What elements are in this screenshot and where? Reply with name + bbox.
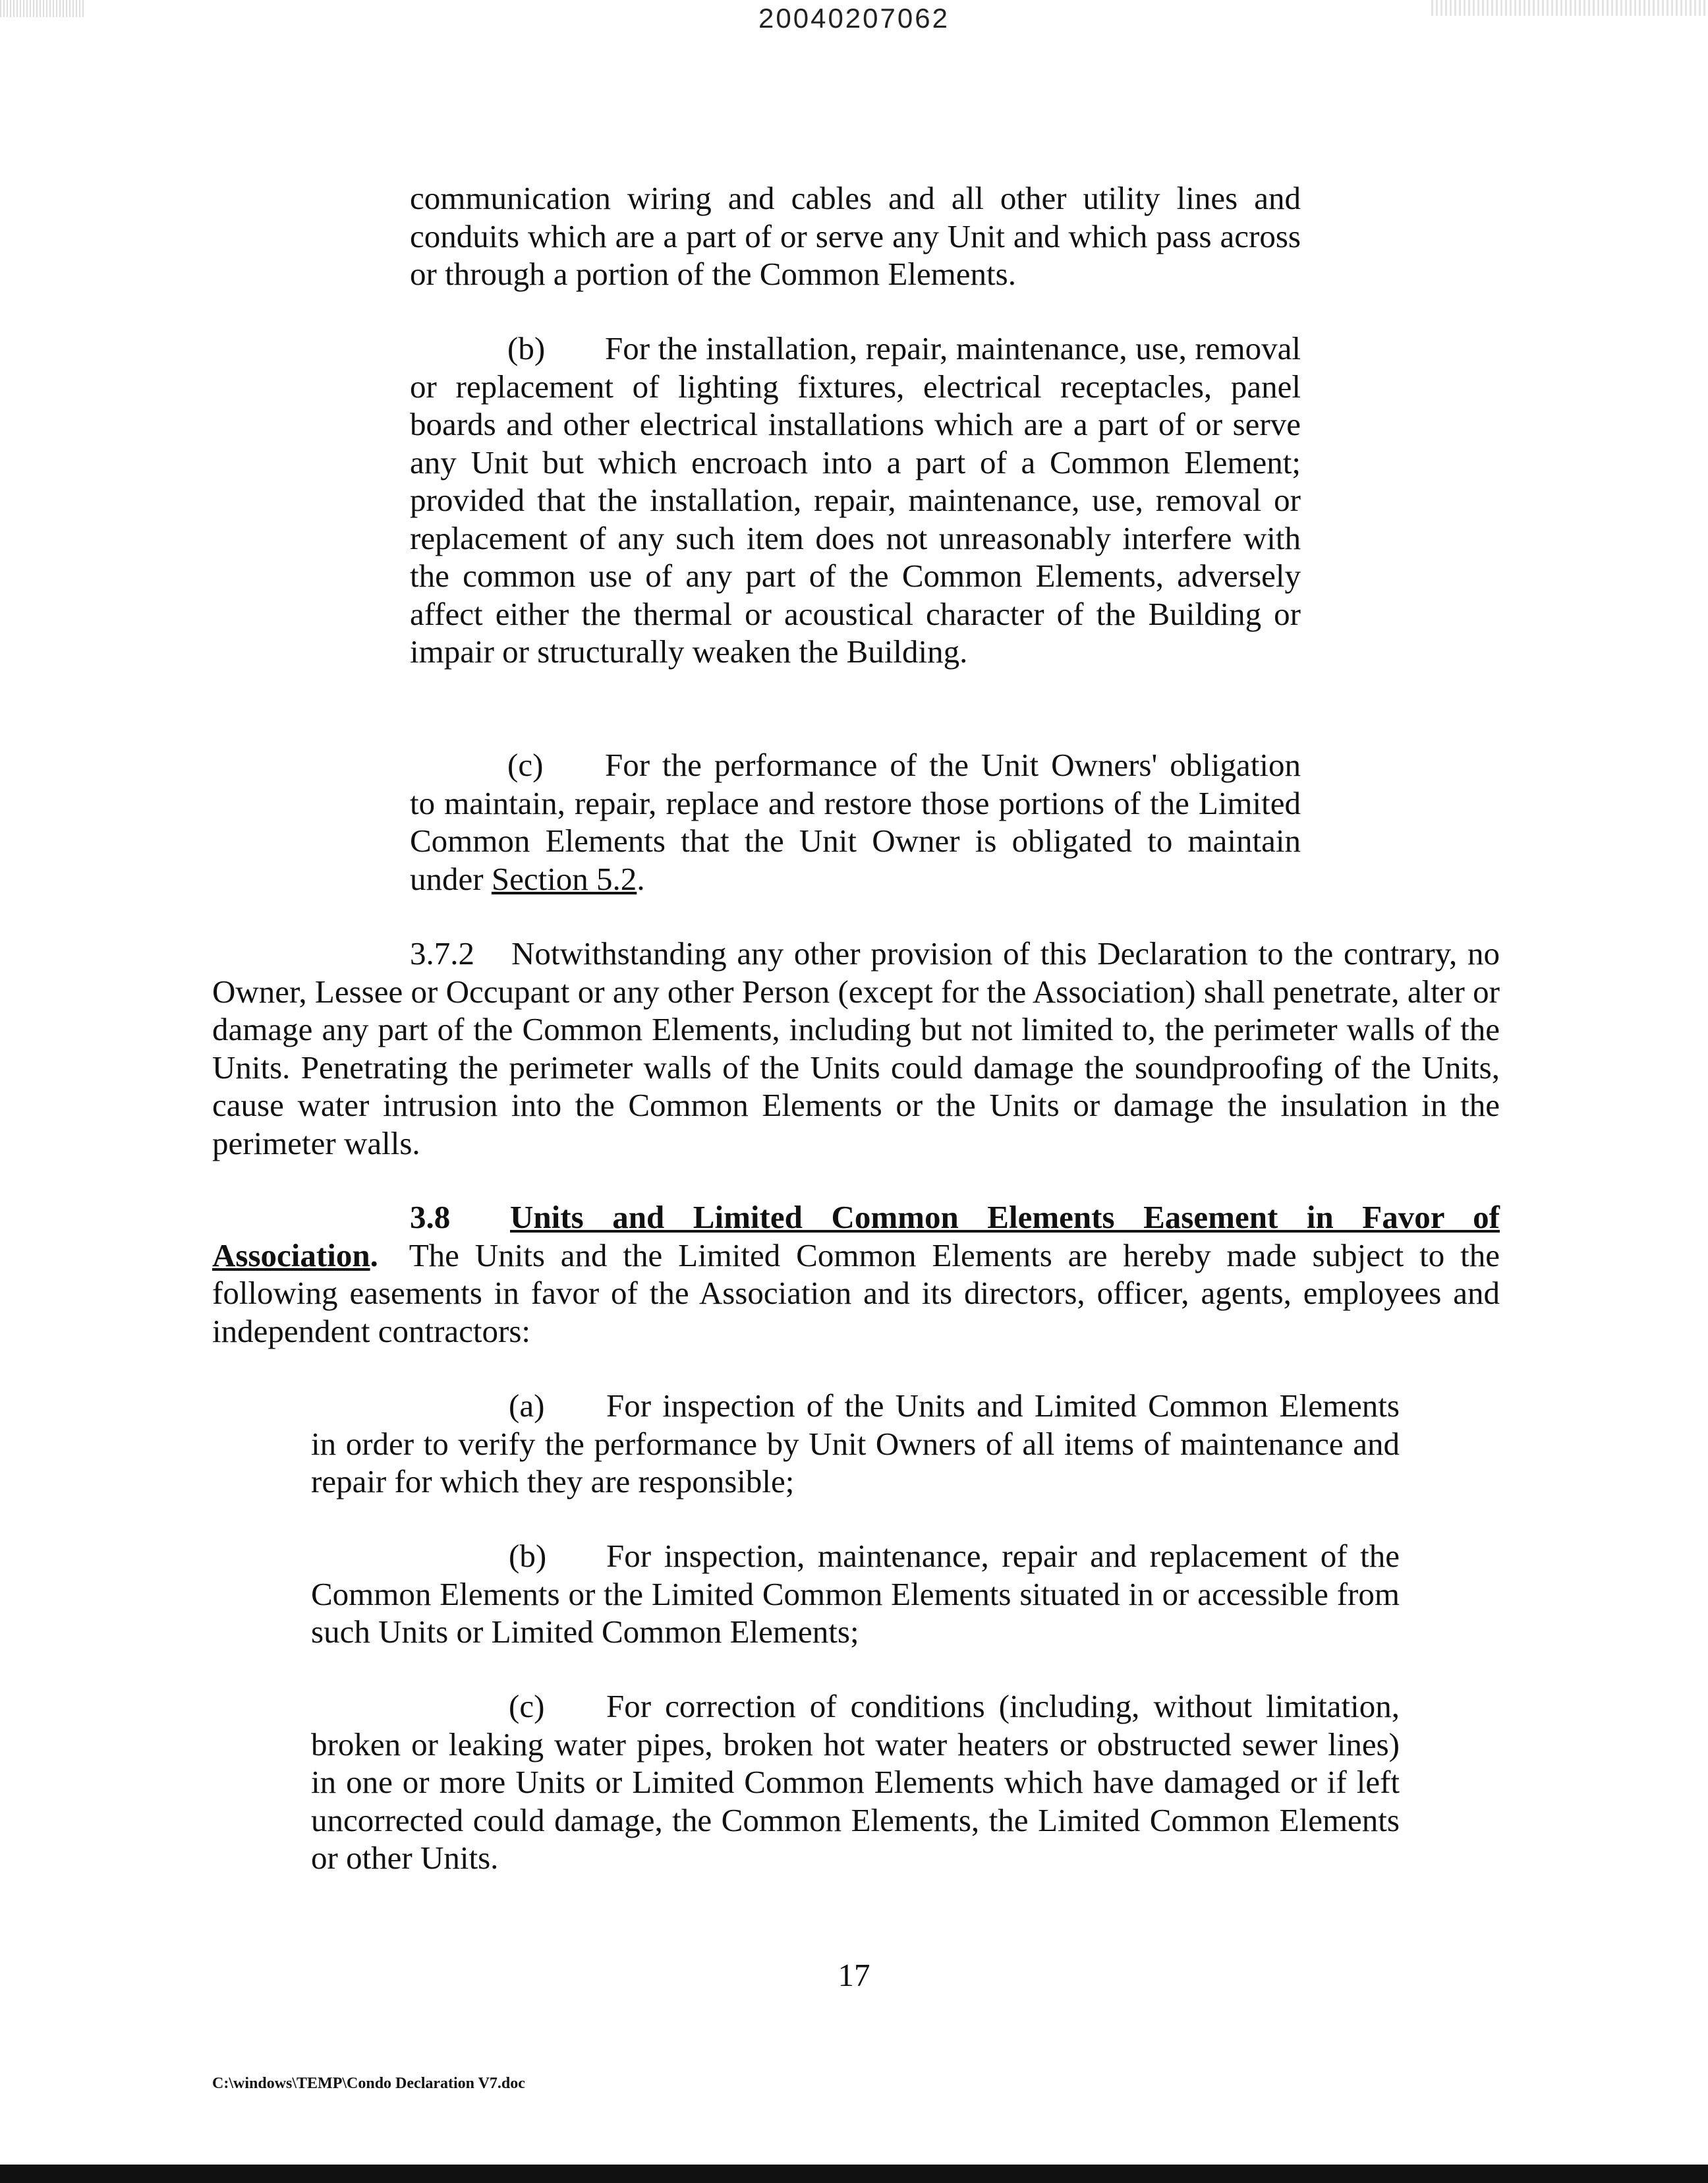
item-label: (a): [509, 1387, 545, 1424]
paragraph-item-c-correction: [311, 1687, 1400, 1877]
item-label: (b): [507, 330, 546, 366]
file-path-footer: C:\windows\TEMP\Condo Declaration V7.doc: [212, 2075, 525, 2092]
page-number: 17: [838, 1957, 870, 1993]
section-number: 3.8: [410, 1199, 451, 1235]
paragraph-3-7-2: [212, 935, 1500, 1162]
paragraph-item-a-inspection: [311, 1387, 1400, 1501]
paragraph-text: For the performance of the Unit Owners' obligation to maintain, repair, replace and restore those portions of the Limited Common Elements that the Unit Owner is obligated to maintain under: [410, 747, 1301, 897]
item-label: (c): [509, 1688, 545, 1724]
paragraph-text: Notwithstanding any other provision of this Declaration to the contrary, no Owner, Lessee or Occupant or any other Person (except for the Association) shall penetrate, alter or damage any part of the Common Elements, including but not limited to, the perimeter walls of the Units. Penetrating the perimeter walls of the Units could damage the soundproofing of the Units, cause water intrusion into the Common Elements or the Units or damage the insulation in the perimeter walls.: [212, 935, 1500, 1161]
paragraph-text: For correction of conditions (including, without limitation, broken or leaking water pipes, broken hot water heaters or obstructed sewer lines) in one or more Units or Limited Common Elements which have damaged or if left uncorrected could damage, the Common Elements, the Limited Common Elements or other Units.: [311, 1688, 1400, 1876]
paragraph-text: For inspection of the Units and Limited Common Elements in order to verify the performance by Unit Owners of all items of maintenance and repair for which they are responsible;: [311, 1387, 1400, 1499]
paragraph-item-b-utilities: [410, 330, 1301, 671]
section-heading: Units and Limited Common Elements Easement in Favor of Association: [212, 1199, 1500, 1273]
paragraph-text: communication wiring and cables and all other utility lines and conduits which are a part of or serve any Unit and which pass across or through a portion of the Common Elements.: [410, 180, 1301, 292]
paragraph-3-8: [212, 1198, 1500, 1350]
paragraph-item-c-performance: [410, 746, 1301, 898]
section-reference: Section 5.2: [491, 860, 637, 897]
recording-stamp-number: 20040207062: [758, 3, 950, 34]
paragraph-end-punctuation: .: [637, 860, 645, 897]
scan-border-bottom: [0, 2165, 1708, 2183]
paragraph-item-b-maintenance: [311, 1537, 1400, 1651]
paragraph-text: For the installation, repair, maintenance, use, removal or replacement of lighting fixtures, electrical receptacles, panel boards and other electrical installations which are a part of or serve any Unit but which encroach into a part of a Common Element; provided that the installation, repair, maintenance, use, removal or replacement of any such item does not unreasonably interfere with the common use of any part of the Common Elements, adversely affect either the thermal or acoustical character of the Building or impair or structurally weaken the Building.: [410, 330, 1301, 670]
item-label: (c): [507, 747, 544, 783]
paragraph-text: The Units and the Limited Common Elements are hereby made subject to the following easements in favor of the Association and its directors, officer, agents, employees and independent contractors:: [212, 1237, 1500, 1349]
heading-end-punctuation: .: [370, 1237, 378, 1273]
section-number: 3.7.2: [410, 935, 474, 972]
item-label: (b): [509, 1538, 547, 1574]
paragraph-text: For inspection, maintenance, repair and replacement of the Common Elements or the Limited Common Elements situated in or accessible from such Units or Limited Common Elements;: [311, 1538, 1400, 1650]
paragraph-continuation: [410, 179, 1301, 293]
